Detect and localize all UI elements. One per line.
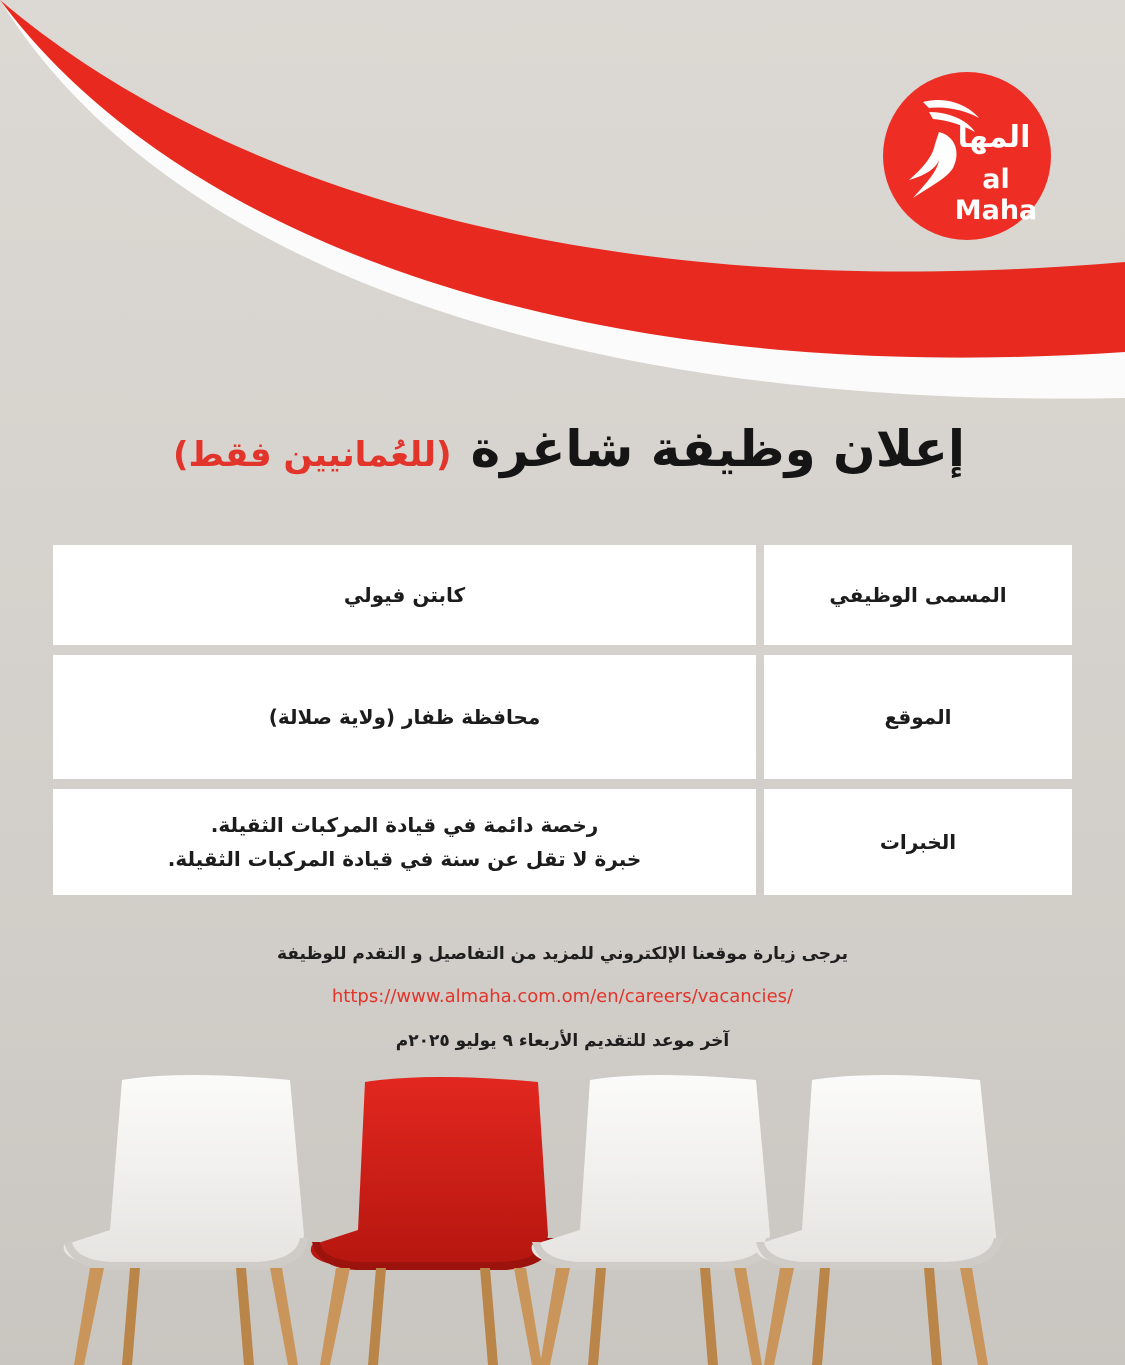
visit-website-text: يرجى زيارة موقعنا الإلكتروني للمزيد من التفاصيل و التقدم للوظيفة	[276, 944, 849, 964]
logo-english-name: al Maha	[954, 164, 1038, 226]
logo-arabic-name: المها	[957, 120, 1031, 155]
job-title-label: المسمى الوظيفي	[764, 545, 1072, 645]
location-value	[53, 655, 756, 779]
omani-only-qualifier: (للعُمانيين فقط)	[172, 435, 452, 475]
careers-link[interactable]: https://www.almaha.com.om/en/careers/vacancies/	[331, 986, 794, 1007]
experience-line-1: رخصة دائمة في قيادة المركبات الثقيلة.	[210, 813, 599, 837]
experience-value	[53, 789, 756, 895]
vacancy-title: إعلان وظيفة شاغرة	[470, 420, 965, 478]
job-title-value	[53, 545, 756, 645]
white-chair-3	[756, 1075, 1002, 1365]
chairs-illustration	[0, 1070, 1125, 1365]
page-title	[120, 420, 965, 500]
white-chair-1	[64, 1075, 308, 1365]
application-deadline: آخر موعد للتقديم الأربعاء ٩ يوليو ٢٠٢٥م	[395, 1031, 730, 1051]
almaha-logo	[883, 72, 1051, 240]
experience-line-2: خبرة لا تقل عن سنة في قيادة المركبات الثقيلة.	[167, 847, 642, 871]
location-value-line: محافظة ظفار (ولاية صلالة)	[268, 705, 541, 729]
white-chair-2	[532, 1075, 774, 1365]
location-label: الموقع	[764, 655, 1072, 779]
experience-label: الخبرات	[764, 789, 1072, 895]
job-title-value-line: كابتن فيولي	[343, 583, 466, 607]
red-chair	[311, 1077, 554, 1365]
